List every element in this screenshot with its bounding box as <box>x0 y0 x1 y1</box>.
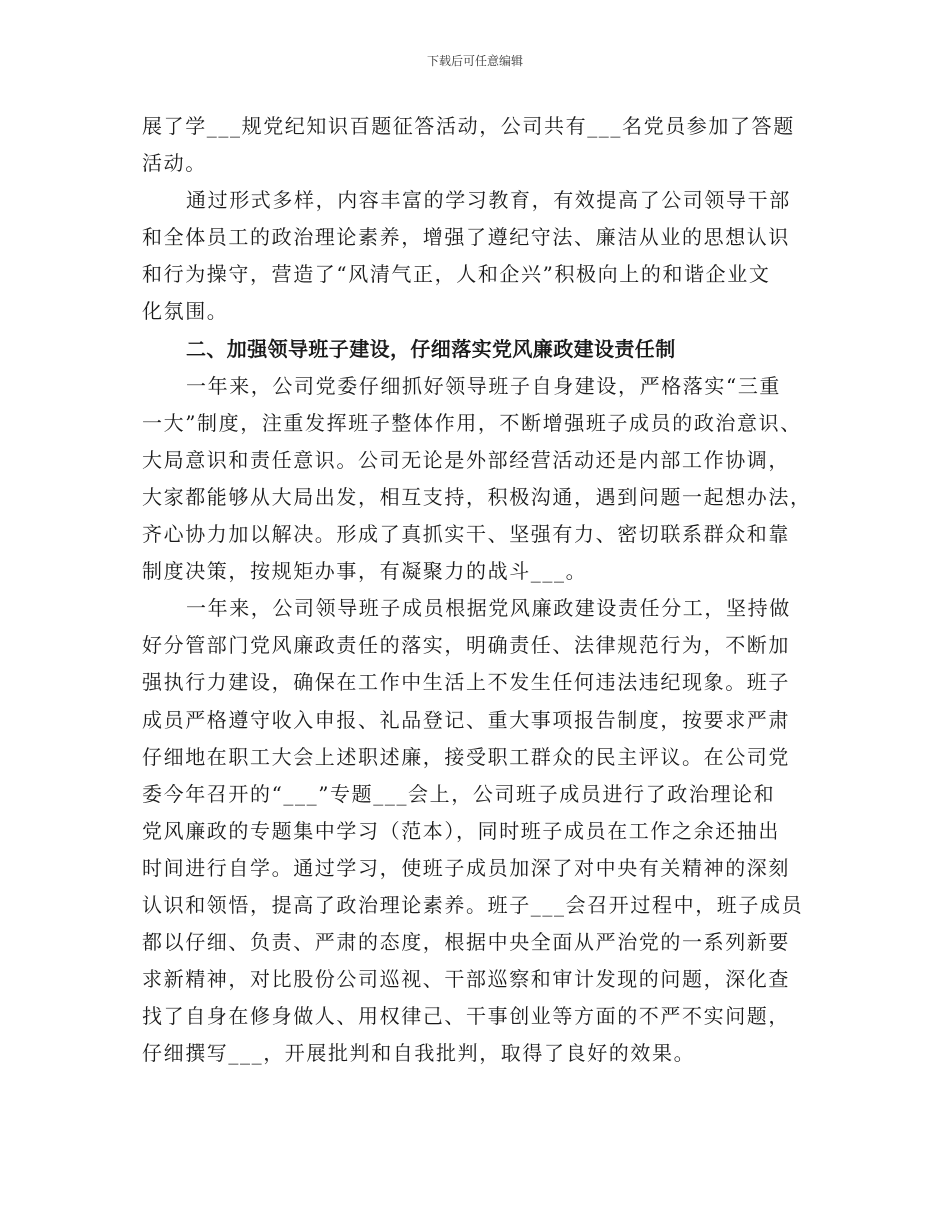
text-line: 求新精神，对比股份公司巡视、干部巡察和审计发现的问题，深化查 <box>142 967 790 992</box>
section-heading-text: 二、加强领导班子建设，仔细落实党风廉政建设责任制 <box>186 336 676 361</box>
paragraph <box>142 108 827 182</box>
paragraph <box>142 590 827 1072</box>
document-body <box>142 108 827 1072</box>
text-line: 找了自身在修身做人、用权律己、干事创业等方面的不严不实问题， <box>142 1004 790 1029</box>
text-line: 化氛围。 <box>142 299 229 324</box>
text-line: 通过形式多样，内容丰富的学习教育，有效提高了公司领导干部 <box>186 188 791 213</box>
text-line: 认识和领悟，提高了政治理论素养。班子___会召开过程中，班子成员 <box>142 892 804 917</box>
text-line: 委今年召开的“___”专题___会上，公司班子成员进行了政治理论和 <box>142 781 776 806</box>
text-line: 好分管部门党风廉政责任的落实，明确责任、法律规范行为，不断加 <box>142 633 790 658</box>
text-line: 一大”制度，注重发挥班子整体作用，不断增强班子成员的政治意识、 <box>142 410 802 435</box>
paragraph <box>142 182 827 330</box>
text-line: 制度决策，按规矩办事，有凝聚力的战斗___。 <box>142 559 588 584</box>
text-line: 齐心协力加以解决。形成了真抓实干、坚强有力、密切联系群众和靠 <box>142 522 790 547</box>
text-line: 都以仔细、负责、严肃的态度，根据中央全面从严治党的一系列新要 <box>142 930 790 955</box>
text-line: 和行为操守，营造了“风清气正，人和企兴”积极向上的和谐企业文 <box>142 262 771 287</box>
text-line: 大家都能够从大局出发，相互支持，积极沟通，遇到问题一起想办法， <box>142 484 812 509</box>
section-heading <box>142 331 827 368</box>
text-line: 仔细撰写___，开展批判和自我批判，取得了良好的效果。 <box>142 1041 696 1066</box>
text-line: 时间进行自学。通过学习，使班子成员加深了对中央有关精神的深刻 <box>142 855 790 880</box>
text-line: 一年来，公司领导班子成员根据党风廉政建设责任分工，坚持做 <box>186 596 791 621</box>
text-line: 和全体员工的政治理论素养，增强了遵纪守法、廉洁从业的思想认识 <box>142 225 790 250</box>
text-line: 成员严格遵守收入申报、礼品登记、重大事项报告制度，按要求严肃 <box>142 707 790 732</box>
text-line: 仔细地在职工大会上述职述廉，接受职工群众的民主评议。在公司党 <box>142 744 790 769</box>
paragraph <box>142 368 827 591</box>
text-line: 强执行力建设，确保在工作中生活上不发生任何违法违纪现象。班子 <box>142 670 790 695</box>
text-line: 活动。 <box>142 151 207 176</box>
text-line: 大局意识和责任意识。公司无论是外部经营活动还是内部工作协调， <box>142 447 790 472</box>
text-line: 党风廉政的专题集中学习（范本），同时班子成员在工作之余还抽出 <box>142 818 780 843</box>
text-line: 一年来，公司党委仔细抓好领导班子自身建设，严格落实“三重 <box>186 373 782 398</box>
page-header: 下载后可任意编辑 <box>426 54 523 68</box>
text-line: 展了学___规党纪知识百题征答活动，公司共有___名党员参加了答题 <box>142 114 795 138</box>
